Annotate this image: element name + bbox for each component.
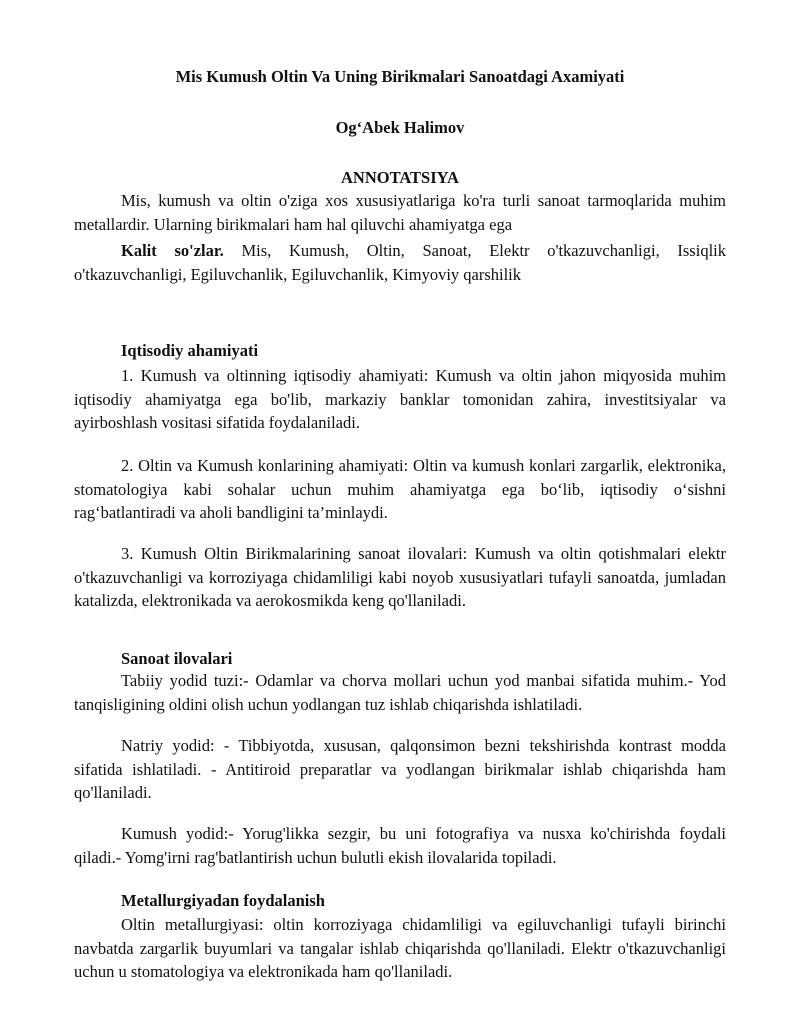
- annotation-text: Mis, kumush va oltin o'ziga xos xususiyatlariga ko'ra turli sanoat tarmoqlarida muhim metallardir. Ularning birikmalari ham hal qiluvchi ahamiyatga ega: [74, 191, 726, 234]
- keywords-label: Kalit so'zlar.: [121, 241, 224, 260]
- document-author: Og‘Abek Halimov: [335, 118, 465, 137]
- paragraph-economic-2: 2. Oltin va Kumush konlarining ahamiyati: Oltin va kumush konlari zargarlik, elektronika, stomatologiya kabi sohalar uchun muhim ahamiyatga ega bo‘lib, iqtisodiy o‘sishni rag‘batlantiradi va aholi bandligini ta’minlaydi.: [74, 456, 726, 523]
- document-title: Mis Kumush Oltin Va Uning Birikmalari Sanoatdagi Axamiyati: [175, 67, 625, 86]
- paragraph-metallurgy-1: Oltin metallurgiyasi: oltin korroziyaga chidamliligi va egiluvchanligi tufayli birinchi navbatda zargarlik buyumlari va tangalar ishlab chiqarishda qo'llaniladi. Elektr o'tkazuvchanligi uchun u stomatologiya va elektronikada ham qo'llaniladi.: [74, 915, 726, 982]
- keywords-paragraph: [74, 239, 726, 286]
- section-heading-economic: Iqtisodiy ahamiyati: [121, 341, 259, 360]
- paragraph-economic-1: 1. Kumush va oltinning iqtisodiy ahamiyati: Kumush va oltin jahon miqyosida muhim iqtisodiy ahamiyatga ega bo'lib, markaziy banklar tomonidan zahira, investitsiyalar va ayirboshlash vositasi sifatida foydalaniladi.: [74, 366, 726, 433]
- keywords-text: Mis, Kumush, Oltin, Sanoat, Elektr o'tkazuvchanligi, Issiqlik o'tkazuvchanligi, Egiluvchanlik, Egiluvchanlik, Kimyoviy qarshilik: [74, 241, 726, 284]
- paragraph-industrial-1: Tabiiy yodid tuzi:- Odamlar va chorva mollari uchun yod manbai sifatida muhim.- Yod tanqisligining oldini olish uchun yodlangan tuz ishlab chiqarishda ishlatiladi.: [74, 671, 726, 714]
- section-heading-metallurgy: Metallurgiyadan foydalanish: [121, 891, 325, 910]
- section-heading-industrial: Sanoat ilovalari: [121, 649, 233, 668]
- annotation-heading: ANNOTATSIYA: [341, 168, 459, 187]
- paragraph-industrial-3: Kumush yodid:- Yorug'likka sezgir, bu uni fotografiya va nusxa ko'chirishda foydali qiladi.- Yomg'irni rag'batlantirish uchun bulutli ekish ilovalarida topiladi.: [74, 824, 726, 867]
- paragraph-industrial-2: Natriy yodid: - Tibbiyotda, xususan, qalqonsimon bezni tekshirishda kontrast modda sifatida ishlatiladi. - Antitiroid preparatlar va yodlangan birikmalar ishlab chiqarishda ham qo'llaniladi.: [74, 736, 726, 803]
- paragraph-economic-3: 3. Kumush Oltin Birikmalarining sanoat ilovalari: Kumush va oltin qotishmalari elektr o'tkazuvchanligi va korroziyaga chidamliligi kabi noyob xususiyatlari tufayli sanoatda, jumladan katalizda, elektronikada va aerokosmikda keng qo'llaniladi.: [74, 544, 726, 611]
